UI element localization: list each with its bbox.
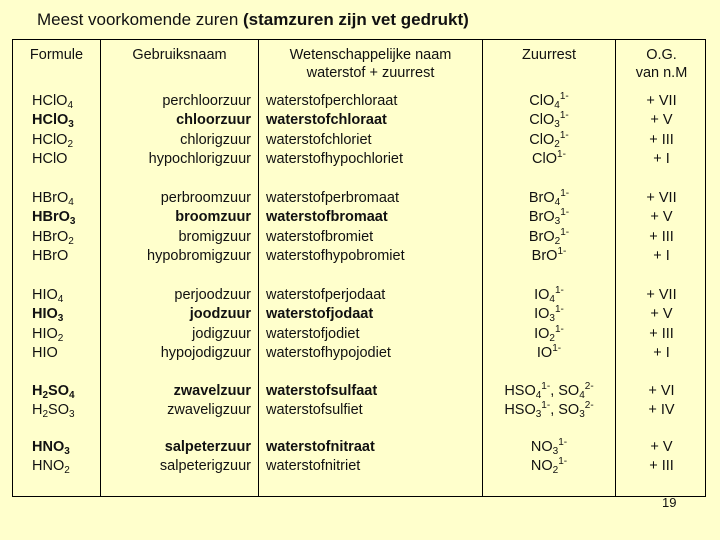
formula: $H_2SO_3$ [32, 402, 75, 421]
page-number: 19 [662, 495, 677, 510]
oxidation-column [616, 382, 707, 421]
acid-rest-column [483, 92, 615, 169]
common-name-column [101, 286, 251, 363]
oxidation-state: + I [653, 344, 670, 361]
acid-rest: $HSO_4^{1-}$, $SO_4^{2-}$ [504, 381, 594, 401]
common-name-column [101, 382, 251, 421]
oxidation-state: + VII [646, 190, 677, 206]
scientific-name: waterstofperbromaat [266, 190, 399, 206]
acid-table [12, 39, 706, 497]
acid-rest: ClO$_2^{1-}$ [529, 129, 569, 150]
scientific-name: waterstofhypochloriet [266, 150, 404, 167]
formula: HClO [32, 150, 68, 167]
formula-column [32, 189, 102, 266]
scientific-name: waterstofhypojodiet [266, 344, 391, 361]
scientific-name: waterstofbromaat [266, 209, 388, 226]
oxidation-state: + V [650, 209, 673, 226]
header-og-line2: van n.M [635, 65, 688, 81]
oxidation-column [616, 189, 707, 266]
formula-column [32, 92, 102, 169]
acid-rest: $NO_3^{1-}$ [530, 437, 568, 457]
acid-rest-column [483, 286, 615, 363]
scientific-name: waterstofhypobromiet [266, 247, 405, 264]
common-name: perbroomzuur [160, 190, 251, 206]
acid-rest: BrO$_2^{1-}$ [528, 226, 570, 247]
title-bold: (stamzuren zijn vet gedrukt) [243, 10, 469, 29]
scientific-name: waterstofnitriet [266, 458, 361, 475]
formula: HBrO$_3$ [32, 209, 76, 228]
common-name: hypobromigzuur [147, 247, 251, 264]
formula: $HIO_2$ [32, 325, 64, 344]
acid-rest: $NO_2^{1-}$ [530, 456, 568, 477]
header-og-line1: O.G. [646, 47, 677, 63]
header-zuurrest: Zuurrest [522, 47, 576, 63]
scientific-name: waterstofperjodaat [266, 287, 386, 303]
scientific-name: waterstofchloriet [266, 131, 372, 148]
common-name: zwaveligzuur [167, 402, 251, 419]
scientific-name-column [266, 438, 481, 477]
oxidation-state: + I [653, 150, 670, 167]
oxidation-column [616, 286, 707, 363]
oxidation-state: + V [650, 112, 673, 129]
column-divider [258, 40, 259, 496]
common-name: chloorzuur [176, 112, 251, 129]
oxidation-state: + III [649, 325, 674, 342]
header-gebruiksnaam: Gebruiksnaam [132, 47, 227, 63]
common-name: salpeterigzuur [159, 458, 251, 475]
common-name-column [101, 92, 251, 169]
formula: $HNO_2$ [32, 458, 70, 477]
header-wet-line2: waterstof + zuurrest [306, 65, 435, 81]
acid-rest: BrO$_3^{1-}$ [528, 207, 570, 228]
acid-rest-column [483, 382, 615, 421]
common-name-column [101, 438, 251, 477]
common-name: chlorigzuur [180, 131, 251, 148]
acid-rest: $IO_4^{1-}$ [534, 285, 564, 305]
scientific-name: waterstofjodiet [266, 325, 360, 342]
scientific-name: waterstofbromiet [266, 228, 374, 245]
common-name-column [101, 189, 251, 266]
common-name: bromigzuur [178, 228, 251, 245]
acid-rest-column [483, 438, 615, 477]
oxidation-state: + III [649, 228, 674, 245]
scientific-name: waterstofchloraat [266, 112, 387, 129]
acid-rest: BrO$^{1-}$ [531, 245, 567, 264]
oxidation-column [616, 92, 707, 169]
oxidation-state: + VI [648, 383, 675, 399]
oxidation-state: + III [649, 458, 674, 475]
scientific-name: waterstofjodaat [266, 306, 374, 323]
common-name: zwavelzuur [173, 383, 251, 399]
page-title [37, 10, 469, 30]
formula: HIO [32, 344, 58, 361]
oxidation-column [616, 438, 707, 477]
header-formule: Formule [29, 47, 84, 63]
formula-column [32, 438, 102, 477]
common-name: joodzuur [189, 306, 251, 323]
title-main: Meest voorkomende zuren [37, 10, 239, 29]
oxidation-state: + V [650, 306, 673, 323]
oxidation-state: + III [649, 131, 674, 148]
oxidation-state: + VII [646, 287, 677, 303]
common-name: salpeterzuur [164, 439, 251, 455]
common-name: broomzuur [175, 209, 251, 226]
formula: $HNO_3$ [32, 439, 70, 457]
oxidation-state: + VII [646, 93, 677, 109]
header-wetenschappelijke-naam [259, 46, 482, 82]
common-name: perchloorzuur [162, 93, 251, 109]
formula-column [32, 286, 102, 363]
formula: HClO$_4$ [32, 93, 74, 111]
formula: HBrO$_2$ [32, 228, 74, 247]
acid-rest: $IO^{1-}$ [536, 342, 562, 361]
formula: $HIO_4$ [32, 287, 64, 305]
acid-rest: BrO$_4^{1-}$ [528, 188, 570, 208]
formula: HClO$_2$ [32, 131, 74, 150]
acid-rest: ClO$^{1-}$ [532, 148, 566, 167]
acid-rest: ClO$_4^{1-}$ [529, 91, 569, 111]
acid-rest: $HSO_3^{1-}$, $SO_3^{2-}$ [504, 400, 594, 421]
scientific-name: waterstofsulfaat [266, 383, 378, 399]
scientific-name: waterstofnitraat [266, 439, 375, 455]
scientific-name-column [266, 189, 481, 266]
common-name: hypojodigzuur [160, 344, 251, 361]
oxidation-state: + IV [648, 402, 675, 419]
acid-rest: ClO$_3^{1-}$ [529, 110, 569, 131]
scientific-name: waterstofsulfiet [266, 402, 363, 419]
formula: $H_2SO_4$ [32, 383, 75, 401]
acid-rest: $IO_3^{1-}$ [534, 304, 564, 325]
formula-column [32, 382, 102, 421]
scientific-name-column [266, 286, 481, 363]
formula: HBrO$_4$ [32, 190, 74, 208]
common-name: perjoodzuur [174, 287, 251, 303]
common-name: hypochlorigzuur [148, 150, 251, 167]
acid-rest-column [483, 189, 615, 266]
common-name: jodigzuur [192, 325, 251, 342]
scientific-name: waterstofperchloraat [266, 93, 398, 109]
oxidation-state: + V [650, 439, 673, 455]
oxidation-state: + I [653, 247, 670, 264]
acid-rest: $IO_2^{1-}$ [534, 323, 564, 344]
header-wet-line1: Wetenschappelijke naam [289, 47, 452, 63]
scientific-name-column [266, 92, 481, 169]
scientific-name-column [266, 382, 481, 421]
header-og [616, 46, 707, 82]
formula: HBrO [32, 247, 69, 264]
formula: HClO$_3$ [32, 112, 74, 131]
formula: $HIO_3$ [32, 306, 64, 325]
